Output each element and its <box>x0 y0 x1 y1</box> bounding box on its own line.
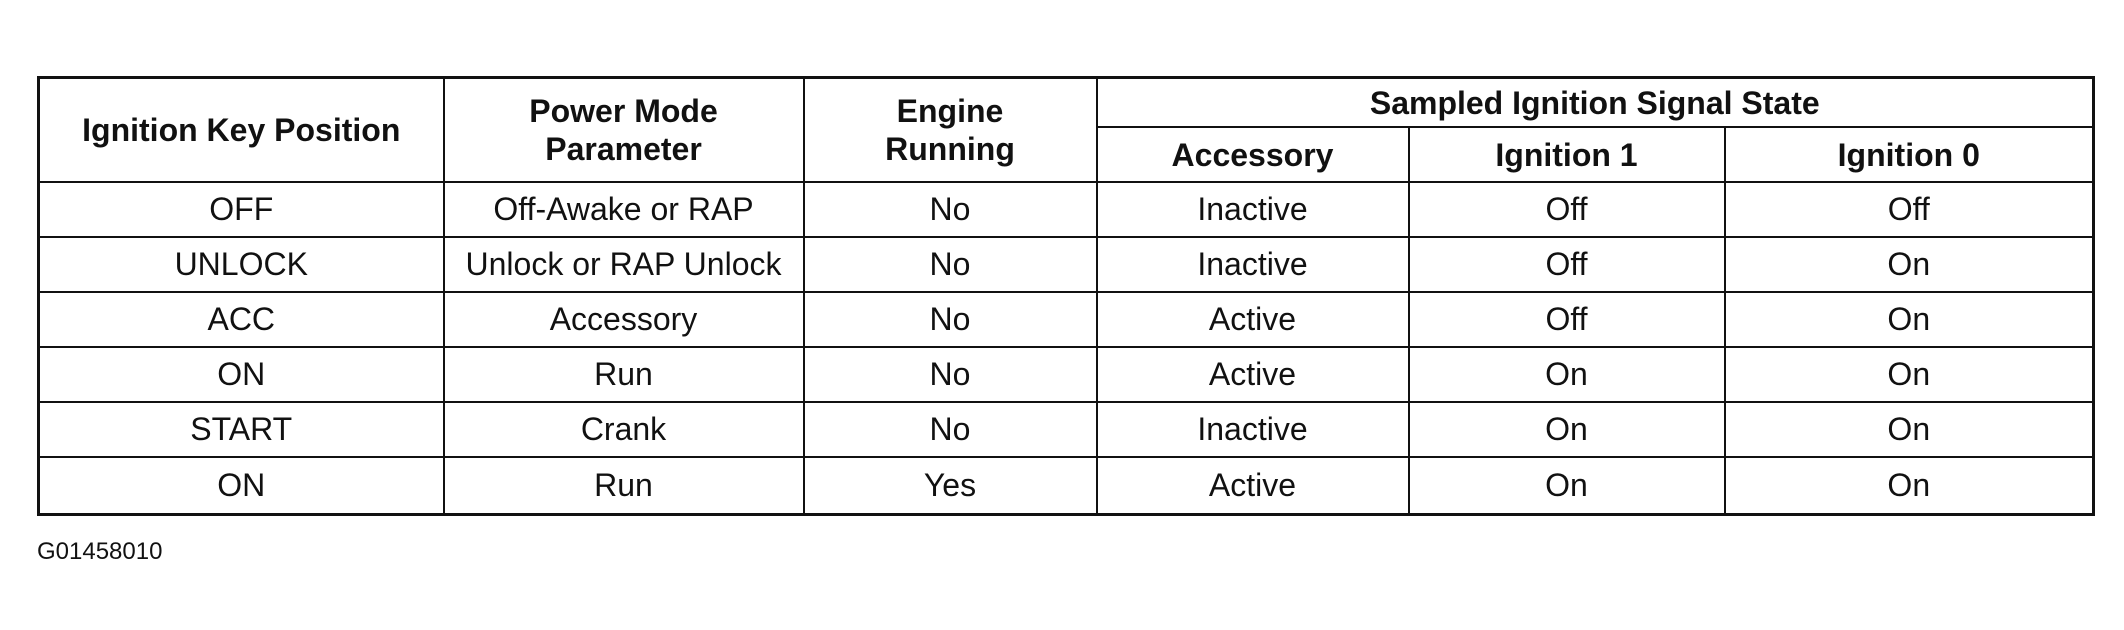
cell-engine-running: Yes <box>804 457 1097 515</box>
cell-ignition-1: Off <box>1409 182 1725 237</box>
cell-ignition-1: On <box>1409 347 1725 402</box>
header-power-mode-line1: Power Mode <box>529 93 718 129</box>
cell-engine-running: No <box>804 402 1097 457</box>
table-header-row <box>39 78 2094 128</box>
header-sampled-group: Sampled Ignition Signal State <box>1097 78 2094 128</box>
cell-ignition-0: On <box>1725 292 2094 347</box>
cell-ignition-1: On <box>1409 457 1725 515</box>
header-engine-running <box>804 78 1097 183</box>
cell-key-position: START <box>39 402 444 457</box>
cell-accessory: Active <box>1097 292 1409 347</box>
table-row <box>39 347 2094 402</box>
table-row <box>39 237 2094 292</box>
header-accessory: Accessory <box>1097 127 1409 182</box>
cell-accessory: Inactive <box>1097 182 1409 237</box>
header-engine-line1: Engine <box>896 93 1004 129</box>
cell-key-position: ON <box>39 457 444 515</box>
figure-id-label: G01458010 <box>37 538 163 565</box>
cell-key-position: UNLOCK <box>39 237 444 292</box>
cell-ignition-1: Off <box>1409 237 1725 292</box>
table-row <box>39 402 2094 457</box>
cell-accessory: Active <box>1097 347 1409 402</box>
ignition-signal-table <box>37 76 2095 516</box>
header-ignition-1: Ignition 1 <box>1409 127 1725 182</box>
cell-power-mode: Accessory <box>444 292 804 347</box>
cell-ignition-0: On <box>1725 402 2094 457</box>
table-row <box>39 182 2094 237</box>
cell-ignition-1: On <box>1409 402 1725 457</box>
cell-power-mode: Off-Awake or RAP <box>444 182 804 237</box>
header-ignition-0: Ignition 0 <box>1725 127 2094 182</box>
cell-accessory: Inactive <box>1097 237 1409 292</box>
cell-power-mode: Run <box>444 457 804 515</box>
table-row <box>39 457 2094 515</box>
cell-ignition-0: On <box>1725 237 2094 292</box>
cell-engine-running: No <box>804 182 1097 237</box>
cell-accessory: Inactive <box>1097 402 1409 457</box>
cell-ignition-1: Off <box>1409 292 1725 347</box>
cell-power-mode: Run <box>444 347 804 402</box>
header-power-mode-line2: Parameter <box>545 131 702 167</box>
cell-key-position: ACC <box>39 292 444 347</box>
cell-power-mode: Crank <box>444 402 804 457</box>
header-power-mode <box>444 78 804 183</box>
header-key-position: Ignition Key Position <box>39 78 444 183</box>
cell-key-position: OFF <box>39 182 444 237</box>
cell-power-mode: Unlock or RAP Unlock <box>444 237 804 292</box>
cell-engine-running: No <box>804 292 1097 347</box>
cell-accessory: Active <box>1097 457 1409 515</box>
cell-engine-running: No <box>804 347 1097 402</box>
cell-ignition-0: On <box>1725 457 2094 515</box>
ignition-signal-table-container <box>37 76 2092 516</box>
cell-engine-running: No <box>804 237 1097 292</box>
cell-ignition-0: On <box>1725 347 2094 402</box>
table-row <box>39 292 2094 347</box>
cell-key-position: ON <box>39 347 444 402</box>
cell-ignition-0: Off <box>1725 182 2094 237</box>
header-engine-line2: Running <box>885 131 1015 167</box>
